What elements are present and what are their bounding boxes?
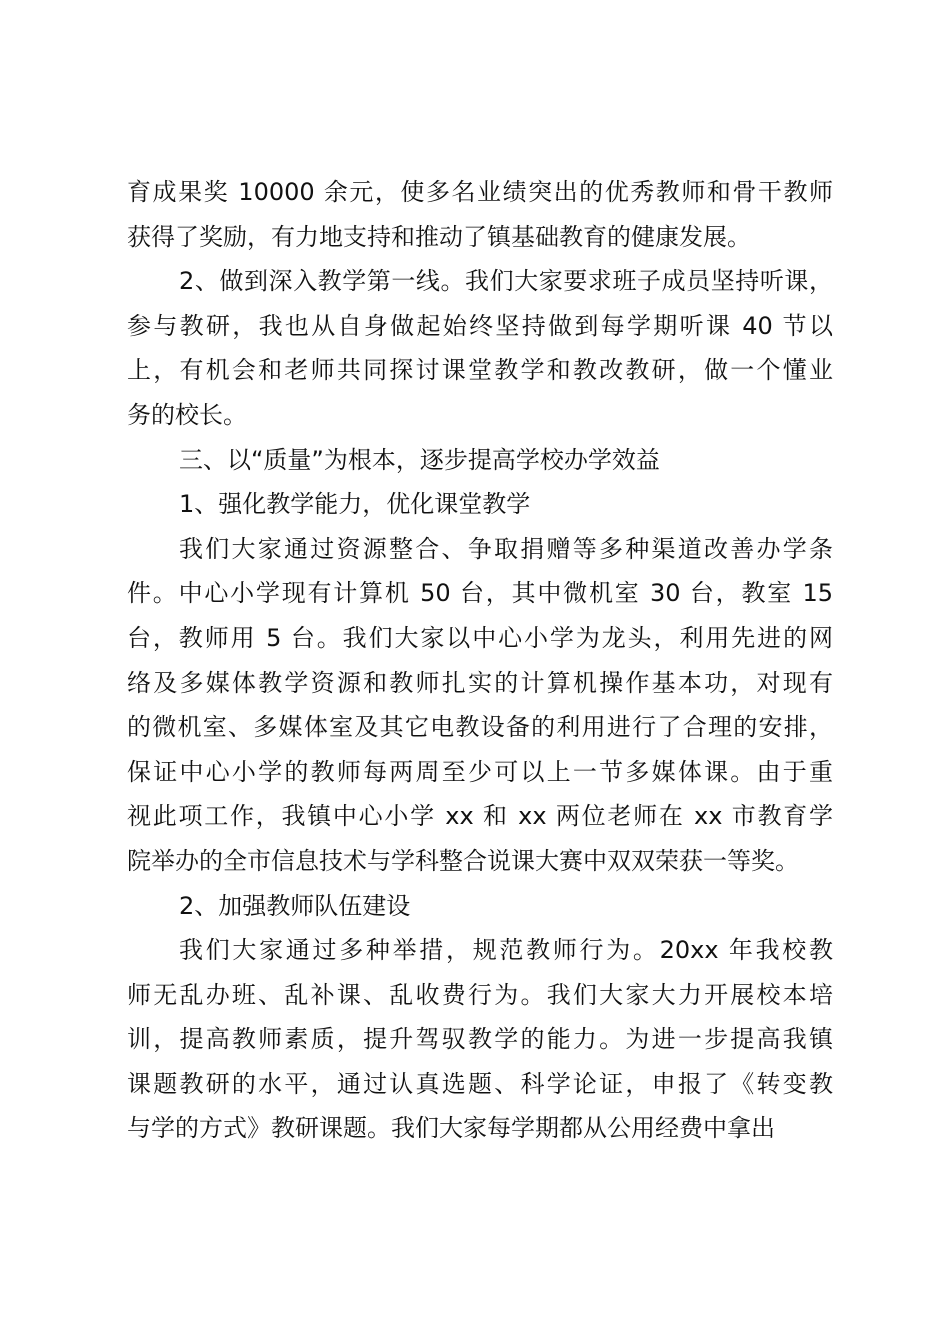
text-line: 训，提高教师素质，提升驾驭教学的能力。为进一步提高我镇 xyxy=(127,1025,833,1054)
text-line: 务的校长。 xyxy=(127,400,247,429)
text-line: 院举办的全市信息技术与学科整合说课大赛中双双荣获一等奖。 xyxy=(127,846,799,875)
text-line: 与学的方式》教研课题。我们大家每学期都从公用经费中拿出 xyxy=(127,1114,775,1143)
text-line: 我们大家通过资源整合、争取捐赠等多种渠道改善办学条 xyxy=(179,534,833,563)
heading-line: 1、强化教学能力，优化课堂教学 xyxy=(179,490,531,519)
text-line: 视此项工作，我镇中心小学 xx 和 xx 两位老师在 xx 市教育学 xyxy=(127,802,833,831)
text-line: 2、做到深入教学第一线。我们大家要求班子成员坚持听课， xyxy=(179,267,833,296)
paragraph-resources xyxy=(127,527,833,884)
text-line: 的微机室、多媒体室及其它电教设备的利用进行了合理的安排， xyxy=(127,713,833,742)
text-line: 我们大家通过多种举措，规范教师行为。20xx 年我校教 xyxy=(179,936,833,965)
text-line: 件。中心小学现有计算机 50 台，其中微机室 30 台，教室 15 xyxy=(127,579,833,608)
heading-line: 三、以“质量”为根本，逐步提高学校办学效益 xyxy=(179,445,660,474)
paragraph-award xyxy=(127,170,833,259)
paragraph-teacher-conduct xyxy=(127,928,833,1151)
document-body xyxy=(127,170,833,1151)
text-line: 课题教研的水平，通过认真选题、科学论证，申报了《转变教 xyxy=(127,1069,833,1098)
paragraph-frontline-teaching xyxy=(127,259,833,437)
text-line: 育成果奖 10000 余元，使多名业绩突出的优秀教师和骨干教师 xyxy=(127,178,833,206)
text-line: 保证中心小学的教师每两周至少可以上一节多媒体课。由于重 xyxy=(127,757,833,786)
text-line: 师无乱办班、乱补课、乱收费行为。我们大家大力开展校本培 xyxy=(127,980,833,1009)
text-line: 台，教师用 5 台。我们大家以中心小学为龙头，利用先进的网 xyxy=(127,623,833,652)
text-line: 上，有机会和老师共同探讨课堂教学和教改教研，做一个懂业 xyxy=(127,356,833,385)
text-line: 参与教研，我也从自身做起始终坚持做到每学期听课 40 节以 xyxy=(127,311,833,340)
text-line: 获得了奖励，有力地支持和推动了镇基础教育的健康发展。 xyxy=(127,222,751,251)
text-line: 络及多媒体教学资源和教师扎实的计算机操作基本功，对现有 xyxy=(127,668,833,697)
subheading-teacher-team xyxy=(127,884,833,929)
subheading-teaching-ability xyxy=(127,482,833,527)
section-heading-quality xyxy=(127,438,833,483)
heading-line: 2、加强教师队伍建设 xyxy=(179,891,411,920)
